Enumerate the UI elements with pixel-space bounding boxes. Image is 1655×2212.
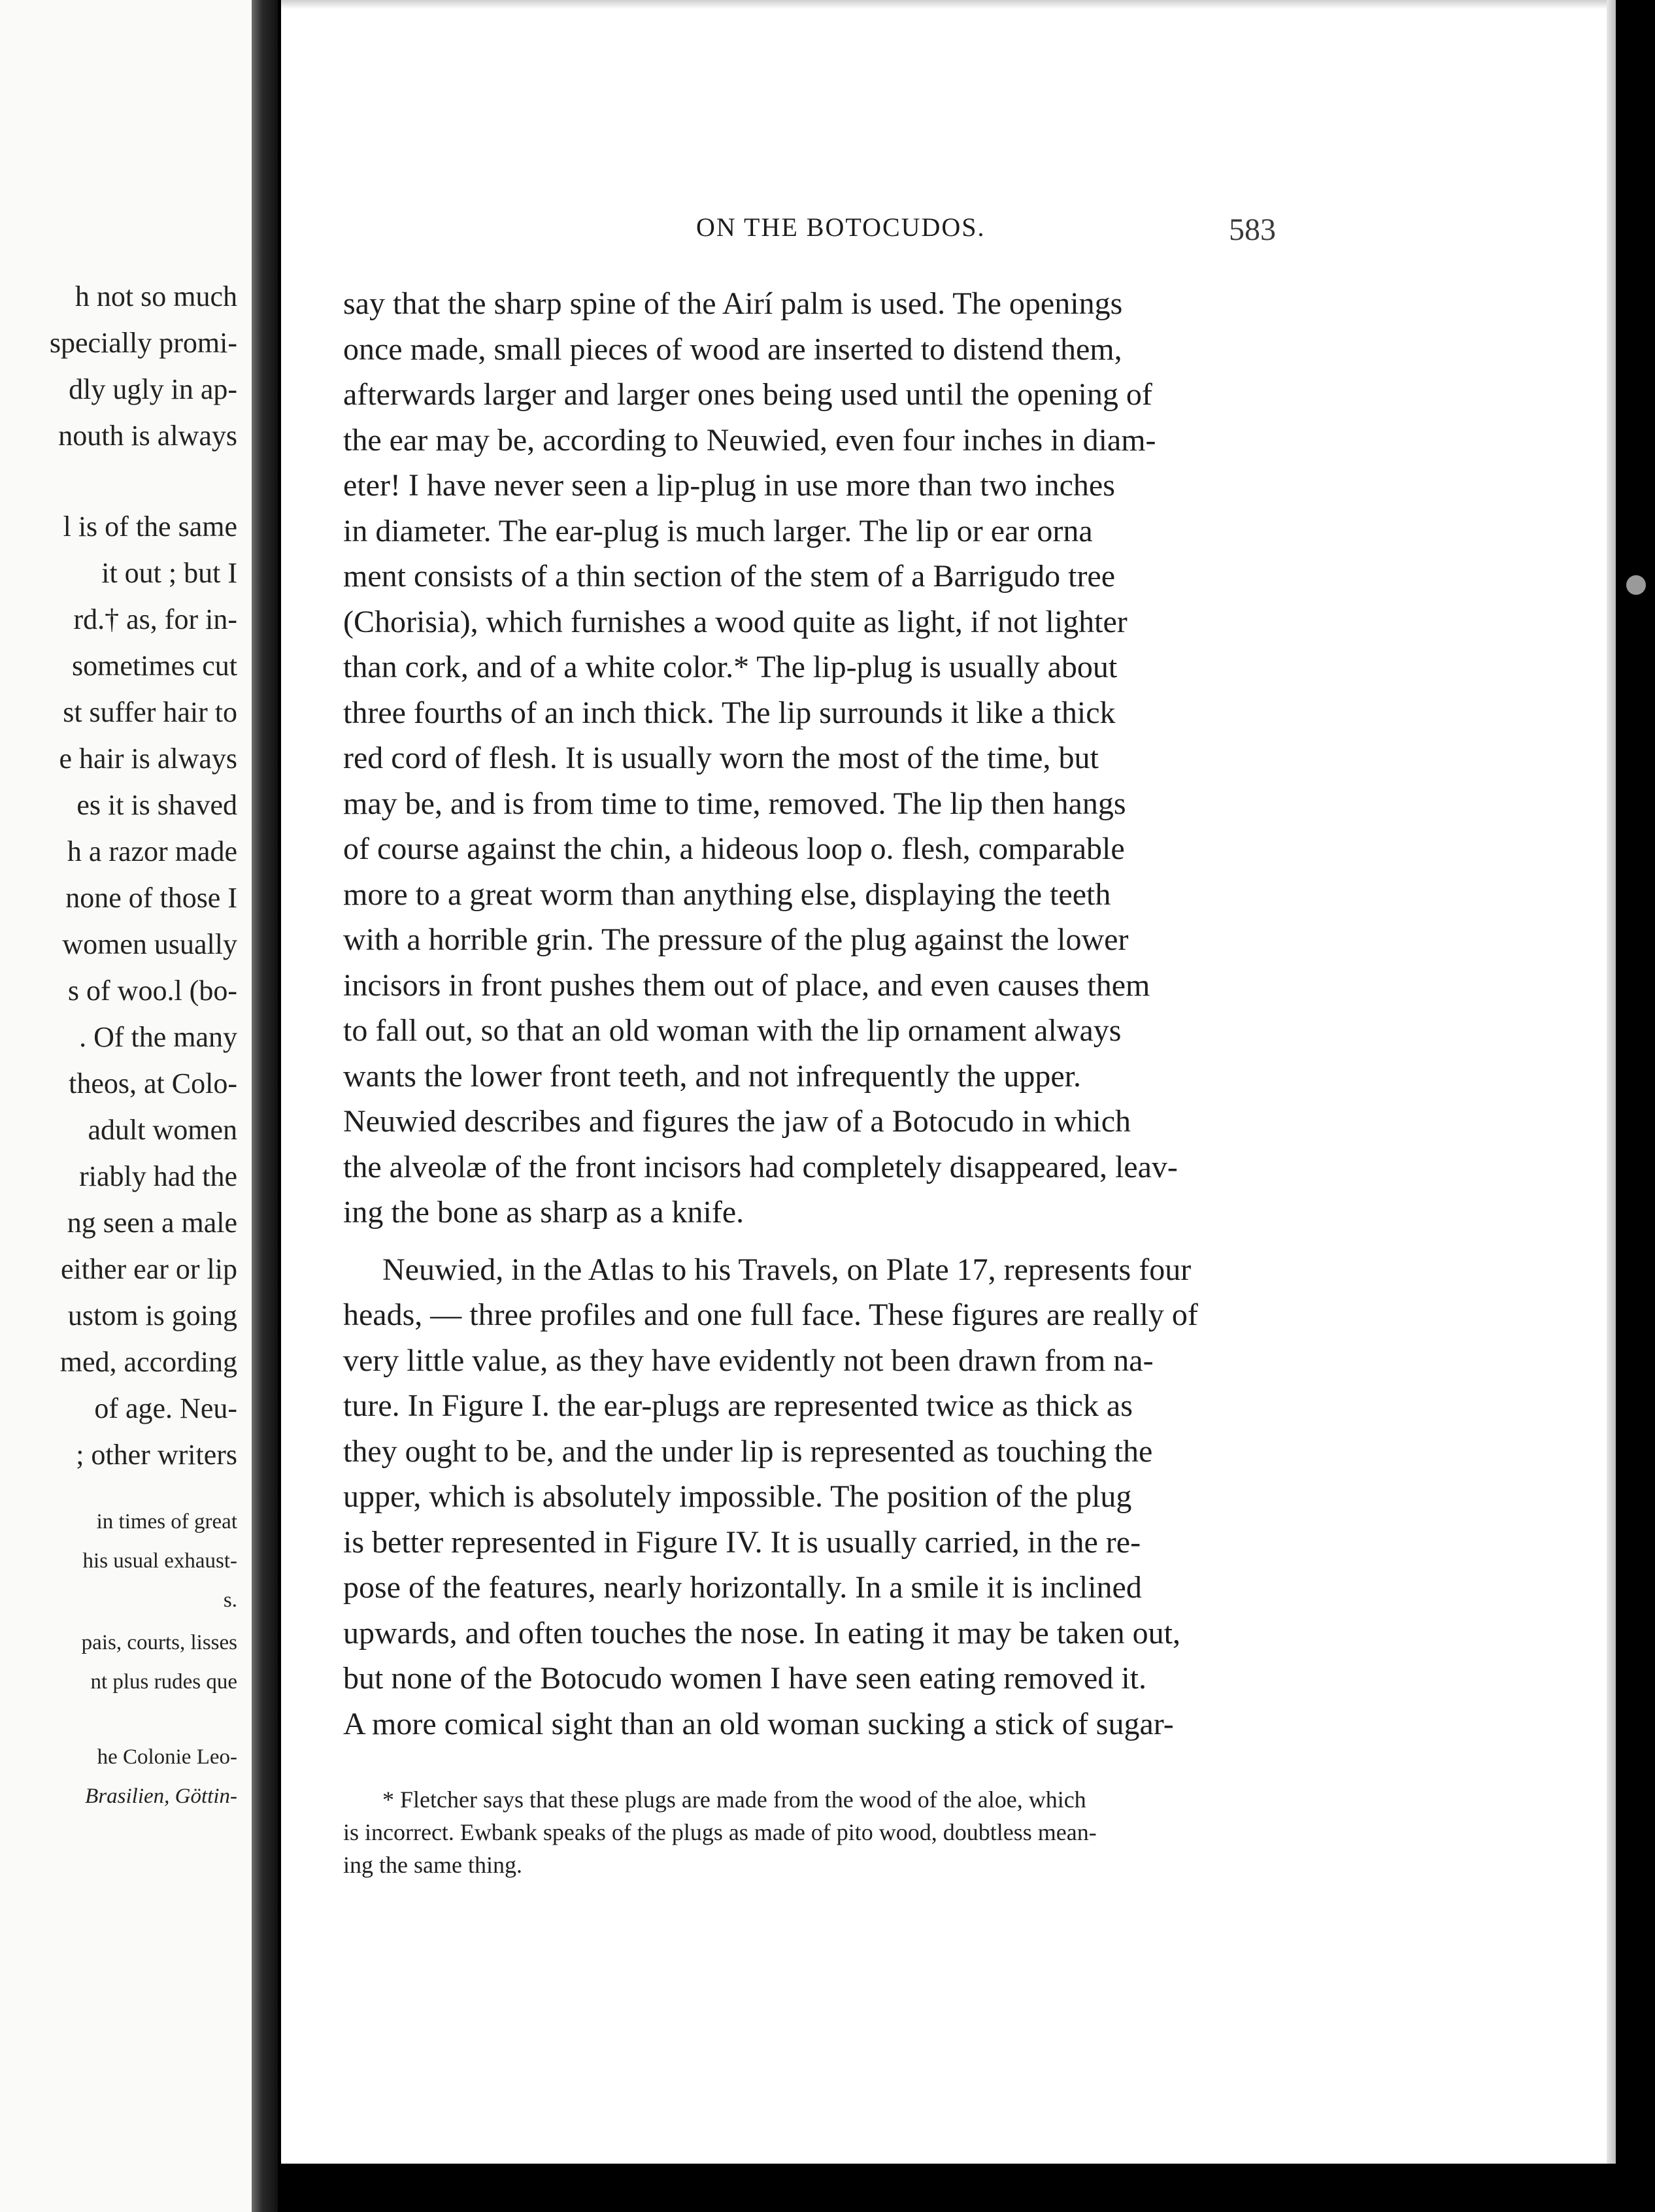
footnote-line: is incorrect. Ewbank speaks of the plugs as made of pito wood, doubtless mean- (343, 1819, 1097, 1845)
left-line: it out ; but I (101, 557, 237, 589)
left-line: none of those I (65, 882, 237, 914)
page-right-edge (1607, 0, 1616, 2164)
left-line: e hair is always (59, 743, 237, 775)
left-footnote-line: pais, courts, lisses (81, 1631, 237, 1654)
left-line: of age. Neu- (94, 1392, 237, 1424)
text-line: A more comical sight than an old woman sucking a stick of sugar- (343, 1706, 1174, 1741)
text-line: may be, and is from time to time, removed. The lip then hangs (343, 786, 1126, 821)
left-line: ustom is going (67, 1299, 237, 1332)
text-line: of course against the chin, a hideous loop o. flesh, comparable (343, 831, 1125, 866)
text-line: wants the lower front teeth, and not infrequently the upper. (343, 1058, 1082, 1094)
text-line: in diameter. The ear-plug is much larger. The lip or ear orna (343, 513, 1093, 548)
text-line: more to a great worm than anything else, displaying the teeth (343, 877, 1111, 912)
left-line: rd.† as, for in- (73, 603, 237, 635)
text-line: (Chorisia), which furnishes a wood quite as light, if not lighter (343, 604, 1128, 639)
text-line: ing the bone as sharp as a knife. (343, 1195, 744, 1230)
body-text (343, 281, 1389, 1747)
text-line: than cork, and of a white color.* The lip-plug is usually about (343, 650, 1118, 684)
paragraph-1 (343, 281, 1389, 1235)
text-line: ture. In Figure I. the ear-plugs are represented twice as thick as (343, 1388, 1133, 1423)
text-line: heads, — three profiles and one full face. These figures are really of (343, 1298, 1198, 1332)
left-line: ; other writers (76, 1439, 237, 1471)
left-footnote-line: Brasilien, Göttin- (85, 1785, 237, 1808)
left-line: either ear or lip (61, 1253, 237, 1285)
left-line: st suffer hair to (63, 696, 237, 728)
text-line: Neuwied, in the Atlas to his Travels, on Plate 17, represents four (382, 1252, 1192, 1287)
left-footnote-line: in times of great (96, 1510, 237, 1533)
text-line: is better represented in Figure IV. It is usually carried, in the re- (343, 1524, 1141, 1560)
left-line: women usually (62, 928, 237, 960)
left-line: s of woo.l (bo- (67, 975, 237, 1007)
left-footnote-line: his usual exhaust- (82, 1549, 237, 1573)
left-line: riably had the (79, 1160, 237, 1192)
left-line: nouth is always (58, 420, 237, 452)
text-line: incisors in front pushes them out of place, and even causes them (343, 967, 1150, 1003)
left-line: dly ugly in ap- (69, 373, 237, 405)
book-gutter (252, 0, 278, 2212)
left-facing-page (0, 0, 252, 2212)
text-line: upper, which is absolutely impossible. The position of the plug (343, 1479, 1132, 1514)
text-line: ment consists of a thin section of the stem of a Barrigudo tree (343, 559, 1116, 594)
left-line: med, according (59, 1346, 237, 1378)
left-line: adult women (88, 1114, 237, 1146)
text-line: very little value, as they have evidently not been drawn from na- (343, 1343, 1154, 1378)
text-line: eter! I have never seen a lip-plug in use more than two inches (343, 468, 1115, 503)
left-line: es it is shaved (76, 789, 237, 821)
left-line: sometimes cut (72, 650, 237, 682)
left-line: ng seen a male (67, 1207, 237, 1239)
text-line: red cord of flesh. It is usually worn the most of the time, but (343, 741, 1099, 775)
paragraph-2 (343, 1247, 1389, 1747)
footnote (343, 1783, 1389, 1881)
scan-speck (1626, 575, 1646, 595)
text-line: afterwards larger and larger ones being used until the opening of (343, 377, 1152, 412)
running-head: ON THE BOTOCUDOS. (696, 212, 986, 242)
text-line: the ear may be, according to Neuwied, even four inches in diam- (343, 422, 1156, 458)
left-line: specially promi- (49, 327, 237, 359)
left-line: h a razor made (67, 835, 237, 867)
left-line: theos, at Colo- (69, 1067, 237, 1099)
text-line: once made, small pieces of wood are inserted to distend them, (343, 331, 1122, 367)
text-line: to fall out, so that an old woman with the lip ornament always (343, 1013, 1122, 1048)
text-line: upwards, and often touches the nose. In eating it may be taken out, (343, 1615, 1180, 1651)
text-line: say that the sharp spine of the Airí palm is used. The openings (343, 286, 1123, 321)
left-footnote-line: nt plus rudes que (90, 1670, 237, 1694)
left-line: . Of the many (79, 1021, 237, 1053)
text-line: Neuwied describes and figures the jaw of a Botocudo in which (343, 1104, 1131, 1139)
text-line: pose of the features, nearly horizontally. In a smile it is inclined (343, 1570, 1142, 1605)
text-line: they ought to be, and the under lip is represented as touching the (343, 1433, 1153, 1469)
left-footnote-line: he Colonie Leo- (97, 1745, 237, 1769)
text-line: the alveolæ of the front incisors had completely disappeared, leav- (343, 1149, 1178, 1184)
paragraph-gap (343, 1235, 1389, 1247)
footnote-line: ing the same thing. (343, 1852, 522, 1878)
page-top-edge (281, 0, 1616, 9)
right-page (281, 0, 1616, 2164)
left-line: h not so much (75, 280, 237, 312)
page-number: 583 (1229, 212, 1276, 247)
text-line: with a horrible grin. The pressure of the plug against the lower (343, 922, 1129, 957)
text-line: three fourths of an inch thick. The lip surrounds it like a thick (343, 695, 1116, 730)
text-line: but none of the Botocudo women I have seen eating removed it. (343, 1661, 1146, 1696)
footnote-line: * Fletcher says that these plugs are made from the wood of the aloe, which (382, 1786, 1086, 1813)
left-footnote-line: s. (223, 1588, 237, 1612)
left-line: l is of the same (63, 511, 237, 543)
